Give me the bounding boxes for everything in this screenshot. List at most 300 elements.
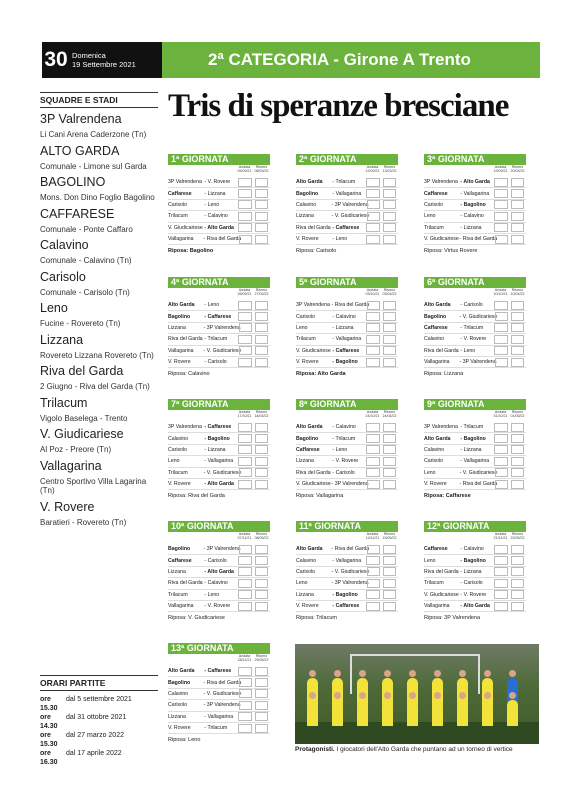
score-box-ritorno — [511, 457, 525, 466]
match-row — [296, 479, 398, 490]
match-row — [424, 601, 526, 612]
orari-row — [40, 713, 158, 731]
score-box-andata — [238, 212, 252, 221]
match-row — [168, 346, 270, 357]
score-box-andata — [367, 200, 380, 209]
home-team: Leno — [424, 213, 436, 220]
score-box-ritorno — [511, 434, 525, 443]
away-team: - Leno — [204, 201, 220, 208]
team-name: Carisolo — [40, 269, 86, 284]
ritorno-date: Ritorno 27/03/22 — [254, 288, 269, 296]
score-box-ritorno — [255, 301, 269, 310]
player-head — [384, 670, 391, 677]
score-box-andata — [367, 212, 380, 221]
home-team: Carisolo — [424, 458, 444, 465]
player-head — [434, 670, 441, 677]
match-row — [424, 177, 526, 188]
section-header — [42, 42, 540, 78]
orari-title: ORARI PARTITE — [40, 675, 158, 691]
score-box-andata — [495, 480, 508, 489]
giornata-dates — [296, 532, 398, 544]
score-box-ritorno — [255, 358, 269, 367]
away-team: - Calavino — [460, 546, 484, 553]
home-team: V. Rovere — [296, 236, 319, 243]
away-team: - Vallagarina — [332, 557, 362, 564]
home-team: Riva del Garda — [424, 347, 459, 354]
score-box-andata — [367, 579, 380, 588]
andata-date: Andata 14/11/21 — [365, 532, 380, 540]
score-box-andata — [239, 701, 252, 710]
score-box-ritorno — [511, 335, 525, 344]
orari-row — [40, 731, 158, 749]
match-row — [296, 200, 398, 211]
caption-bold: Protagonisti. — [295, 746, 335, 753]
player-head — [334, 670, 341, 677]
score-box-ritorno — [255, 545, 268, 554]
score-box-andata — [366, 556, 380, 565]
score-box-andata — [367, 567, 380, 576]
score-box-andata — [366, 346, 380, 355]
score-box-andata — [238, 556, 252, 565]
away-team: - V. Giudicariese — [203, 690, 242, 697]
teams-sidebar — [40, 92, 158, 527]
home-team: 3P Valrendena — [424, 424, 458, 431]
home-team: V. Rovere — [168, 481, 191, 488]
score-box-ritorno — [255, 335, 269, 344]
score-box-andata — [238, 445, 252, 454]
away-team: - Bagolino — [460, 557, 486, 564]
riposa: Riposa: Vallagarina — [296, 493, 344, 500]
away-team: - 3P Valrendena — [331, 201, 369, 208]
score-box-ritorno — [255, 434, 269, 443]
away-team: - Alto Garda — [204, 568, 234, 575]
team-name: Riva del Garda — [40, 364, 124, 378]
match-row — [168, 234, 270, 245]
giornata-title: 13ª GIORNATA — [168, 643, 270, 654]
score-box-andata — [238, 579, 252, 588]
andata-date: Andata 12/09/21 — [365, 165, 380, 173]
score-box-andata — [366, 178, 380, 187]
score-box-ritorno — [255, 346, 268, 355]
player-head — [359, 670, 366, 677]
score-box-andata — [494, 178, 508, 187]
score-box-andata — [238, 301, 252, 310]
match-row — [296, 468, 398, 479]
home-team: Bagolino — [168, 546, 191, 553]
home-team: Carisolo — [424, 201, 444, 208]
giornata-dates — [168, 165, 270, 177]
home-team: Caffarese — [168, 557, 192, 564]
score-box-ritorno — [383, 235, 397, 244]
score-box-ritorno — [255, 590, 269, 599]
player-head — [409, 692, 416, 699]
home-team: V. Giudicariese — [424, 236, 459, 243]
giornata-block — [296, 399, 398, 499]
ritorno-date: Ritorno 01/05/22 — [510, 410, 525, 418]
team-stadium: Comunale - Calavino (Tn) — [40, 256, 132, 265]
score-box-ritorno — [255, 678, 268, 687]
home-team: Carisolo — [168, 201, 188, 208]
match-row — [168, 723, 270, 734]
away-team: - V. Rovere — [204, 603, 231, 610]
match-row — [424, 578, 526, 589]
score-box-andata — [238, 590, 252, 599]
away-team: - V. Giudicariese — [459, 313, 498, 320]
away-team: - Alto Garda — [460, 179, 490, 186]
match-row — [168, 578, 270, 589]
section-title: 2ª CATEGORIA - Girone A Trento — [208, 50, 471, 69]
giornata-title: 11ª GIORNATA — [296, 521, 398, 532]
away-team: - Leno — [332, 446, 348, 453]
team-list — [40, 112, 158, 527]
score-box-ritorno — [383, 189, 397, 198]
home-team: Riva del Garda — [296, 224, 331, 231]
score-box-ritorno — [511, 301, 525, 310]
away-team: - Caffarese — [332, 603, 360, 610]
away-team: - 3P Valrendena — [203, 324, 241, 331]
score-box-ritorno — [383, 323, 397, 332]
score-box-ritorno — [255, 423, 269, 432]
giornata-block — [168, 643, 270, 743]
ritorno-date: Ritorno 15/05/22 — [382, 532, 397, 540]
match-row — [424, 422, 526, 433]
away-team: - 3P Valrendena — [331, 580, 369, 587]
home-team: Calavino — [168, 690, 189, 697]
giornata-title: 2ª GIORNATA — [296, 154, 398, 165]
away-team: - Trilacum — [460, 324, 484, 331]
giornata-dates — [296, 410, 398, 422]
home-team: Alto Garda — [168, 302, 195, 309]
score-box-andata — [366, 235, 380, 244]
score-box-andata — [494, 212, 508, 221]
score-box-ritorno — [383, 579, 396, 588]
score-box-ritorno — [511, 445, 525, 454]
home-team: Trilacum — [168, 469, 188, 476]
score-box-ritorno — [383, 223, 397, 232]
score-box-ritorno — [255, 178, 269, 187]
player-head — [309, 692, 316, 699]
home-team: V. Giudicariese — [168, 224, 203, 231]
score-box-ritorno — [255, 701, 268, 710]
score-box-ritorno — [511, 423, 525, 432]
giornata-dates — [168, 654, 270, 666]
team-stadium: Fucine - Rovereto (Tn) — [40, 319, 121, 328]
score-box-ritorno — [383, 567, 396, 576]
orari-date: dal 27 marzo 2022 — [66, 732, 124, 739]
home-team: Leno — [296, 580, 308, 587]
match-row — [424, 433, 526, 444]
home-team: Bagolino — [168, 313, 191, 320]
score-box-ritorno — [383, 212, 396, 221]
issue-full-date: 19 Settembre 2021 — [72, 60, 136, 69]
away-team: - V. Giudicariese — [331, 568, 370, 575]
team-photo — [295, 644, 539, 744]
away-team: - Calavino — [204, 213, 228, 220]
away-team: - V. Rovere — [460, 336, 487, 343]
score-box-andata — [494, 602, 508, 611]
home-team: 3P Valrendena — [296, 302, 330, 309]
away-team: - Vallagarina — [460, 458, 490, 465]
giornata-block — [296, 521, 398, 621]
home-team: Calavino — [424, 336, 445, 343]
home-team: Trilacum — [168, 213, 188, 220]
riposa: Riposa: 3P Valrendena — [424, 615, 481, 622]
score-box-andata — [239, 468, 252, 477]
score-box-andata — [494, 200, 508, 209]
match-row — [168, 177, 270, 188]
away-team: - Bagolino — [460, 435, 486, 442]
player-head — [484, 692, 491, 699]
score-box-ritorno — [255, 579, 269, 588]
giornata-dates — [424, 410, 526, 422]
score-box-andata — [238, 189, 252, 198]
score-box-ritorno — [511, 590, 525, 599]
giornata-title: 5ª GIORNATA — [296, 277, 398, 288]
score-box-ritorno — [511, 212, 525, 221]
away-team: - Riva del Garda — [203, 679, 242, 686]
player — [407, 700, 418, 726]
home-team: V. Giudicariese — [296, 481, 331, 488]
home-team: Riva del Garda — [168, 580, 203, 587]
home-team: Lizzana — [296, 591, 314, 598]
match-row — [296, 601, 398, 612]
ritorno-date: Ritorno 13/03/22 — [382, 165, 397, 173]
score-box-ritorno — [511, 346, 525, 355]
home-team: Carisolo — [168, 702, 188, 709]
away-team: - V. Giudicariese — [331, 213, 370, 220]
score-box-andata — [238, 335, 252, 344]
giornata-title: 1ª GIORNATA — [168, 154, 270, 165]
home-team: V. Giudicariese — [296, 347, 331, 354]
away-team: - Lizzana — [204, 446, 226, 453]
score-box-andata — [366, 223, 380, 232]
home-team: Trilacum — [424, 580, 444, 587]
player-head — [334, 692, 341, 699]
giornata-title: 7ª GIORNATA — [168, 399, 270, 410]
home-team: Vallagarina — [168, 236, 194, 243]
orari-date: dal 31 ottobre 2021 — [66, 714, 127, 721]
team-stadium: Comunale - Limone sul Garda — [40, 161, 147, 171]
home-team: Lizzana — [296, 213, 314, 220]
ritorno-date: Ritorno 08/05/22 — [254, 532, 269, 540]
away-team: - Lizzana — [460, 446, 482, 453]
score-box-ritorno — [383, 434, 397, 443]
andata-date: Andata 05/09/21 — [237, 165, 252, 173]
away-team: - Calavino — [460, 213, 484, 220]
match-row — [168, 456, 270, 467]
away-team: - Vallagarina — [332, 190, 362, 197]
away-team: - Bagolino — [332, 591, 358, 598]
score-box-ritorno — [383, 312, 397, 321]
home-team: Calavino — [296, 557, 317, 564]
match-row — [296, 578, 398, 589]
home-team: Lizzana — [168, 568, 186, 575]
home-team: V. Giudicariese — [424, 591, 459, 598]
score-box-ritorno — [511, 556, 525, 565]
home-team: Caffarese — [424, 546, 448, 553]
giornata-title: 10ª GIORNATA — [168, 521, 270, 532]
score-box-andata — [494, 301, 508, 310]
andata-date: Andata 17/10/21 — [237, 410, 252, 418]
match-row — [424, 445, 526, 456]
away-team: - Lizzana — [460, 224, 482, 231]
giornata-block — [168, 521, 270, 621]
home-team: V. Rovere — [296, 603, 319, 610]
ritorno-date: Ritorno 03/04/22 — [382, 288, 397, 296]
away-team: - Riva del Garda — [459, 481, 498, 488]
score-box-ritorno — [255, 235, 268, 244]
match-row — [168, 334, 270, 345]
issue-date — [70, 42, 162, 78]
orari-time: ore 15.30 — [40, 696, 58, 712]
score-box-andata — [494, 346, 508, 355]
score-box-andata — [239, 689, 252, 698]
giornata-block — [168, 154, 270, 254]
score-box-andata — [366, 358, 380, 367]
andata-date: Andata 24/10/21 — [365, 410, 380, 418]
player-head — [459, 670, 466, 677]
riposa: Riposa: Carisolo — [296, 248, 337, 255]
score-box-ritorno — [255, 445, 269, 454]
match-row — [168, 422, 270, 433]
home-team: Alto Garda — [424, 302, 451, 309]
home-team: V. Rovere — [168, 725, 191, 732]
andata-date: Andata 31/10/21 — [493, 410, 508, 418]
match-row — [424, 590, 526, 601]
match-row — [424, 468, 526, 479]
player-head — [509, 670, 516, 677]
player — [507, 700, 518, 726]
orari-list — [40, 695, 158, 767]
match-row — [168, 700, 270, 711]
team-name: Leno — [40, 301, 68, 315]
away-team: - Leno — [204, 591, 220, 598]
riposa: Riposa: Trilacum — [296, 615, 337, 622]
match-row — [168, 445, 270, 456]
score-box-ritorno — [511, 189, 525, 198]
home-team: Alto Garda — [424, 435, 451, 442]
player-head — [359, 692, 366, 699]
orari-time: ore 15.30 — [40, 732, 58, 748]
orari-row — [40, 695, 158, 713]
team-stadium: Li Cani Arena Caderzone (Tn) — [40, 130, 147, 139]
score-box-andata — [494, 323, 508, 332]
orari-box — [40, 675, 158, 767]
giornata-block — [424, 399, 526, 499]
score-box-andata — [494, 457, 508, 466]
match-row — [168, 544, 270, 555]
team-name: CAFFARESE — [40, 206, 115, 221]
away-team: - Lizzana — [460, 568, 482, 575]
away-team: - Caffarese — [204, 668, 232, 675]
riposa: Riposa: Bagolino — [168, 248, 214, 255]
player — [382, 700, 393, 726]
giornata-title: 8ª GIORNATA — [296, 399, 398, 410]
player-head — [434, 692, 441, 699]
score-box-ritorno — [511, 602, 525, 611]
score-box-ritorno — [383, 445, 397, 454]
score-box-ritorno — [511, 468, 524, 477]
away-team: - Caffarese — [332, 347, 360, 354]
away-team: - Lizzana — [332, 324, 354, 331]
andata-date: Andata 26/09/21 — [237, 288, 252, 296]
match-row — [168, 211, 270, 222]
giornata-dates — [296, 165, 398, 177]
match-row — [168, 677, 270, 688]
giornata-dates — [424, 532, 526, 544]
riposa: Riposa: V. Giudicariese — [168, 615, 225, 622]
away-team: - Riva del Garda — [203, 236, 242, 243]
score-box-ritorno — [511, 567, 525, 576]
score-box-andata — [494, 434, 508, 443]
riposa: Riposa: Riva del Garda — [168, 493, 225, 500]
ritorno-date: Ritorno 06/03/22 — [254, 165, 269, 173]
score-box-andata — [494, 189, 508, 198]
home-team: Trilacum — [296, 336, 316, 343]
score-box-andata — [495, 235, 508, 244]
match-row — [168, 433, 270, 444]
match-row — [168, 601, 270, 612]
score-box-ritorno — [383, 346, 397, 355]
match-row — [168, 479, 270, 490]
score-box-andata — [494, 423, 508, 432]
score-box-ritorno — [255, 689, 268, 698]
match-row — [424, 200, 526, 211]
away-team: - Carisolo — [332, 469, 355, 476]
score-box-andata — [366, 590, 380, 599]
score-box-andata — [238, 712, 252, 721]
home-team: Caffarese — [296, 446, 320, 453]
ritorno-date: Ritorno 29/05/22 — [254, 654, 269, 662]
score-box-ritorno — [255, 602, 269, 611]
away-team: - Bagolino — [460, 201, 486, 208]
away-team: - Leno — [332, 236, 348, 243]
home-team: Carisolo — [296, 313, 316, 320]
score-box-ritorno — [255, 200, 269, 209]
match-row — [168, 567, 270, 578]
score-box-andata — [238, 724, 252, 733]
ritorno-date: Ritorno 22/05/22 — [510, 532, 525, 540]
riposa: Riposa: Virtus Rovere — [424, 248, 478, 255]
team-stadium: Baratieri - Rovereto (Tn) — [40, 517, 127, 527]
team-stadium: Al Poz - Preore (Tn) — [40, 445, 112, 454]
match-row — [296, 445, 398, 456]
score-box-ritorno — [511, 178, 525, 187]
home-team: Trilacum — [168, 591, 188, 598]
home-team: Bagolino — [424, 313, 447, 320]
home-team: 3P Valrendena — [168, 424, 202, 431]
player — [482, 700, 493, 726]
team-stadium: Rovereto Lizzana Rovereto (Tn) — [40, 350, 154, 360]
match-row — [168, 357, 270, 368]
away-team: - Alto Garda — [204, 224, 234, 231]
home-team: V. Rovere — [296, 359, 319, 366]
match-row — [296, 300, 398, 311]
home-team: Alto Garda — [296, 546, 323, 553]
score-box-ritorno — [383, 358, 397, 367]
score-box-andata — [495, 358, 508, 367]
giornata-block — [424, 277, 526, 377]
match-row — [168, 200, 270, 211]
team-name: V. Rovere — [40, 499, 95, 514]
sidebar-title: SQUADRE E STADI — [40, 92, 158, 108]
giornata-dates — [424, 288, 526, 300]
match-row — [296, 544, 398, 555]
away-team: - Trilacum — [204, 336, 228, 343]
match-row — [424, 567, 526, 578]
match-row — [296, 311, 398, 322]
away-team: - Bagolino — [204, 435, 230, 442]
